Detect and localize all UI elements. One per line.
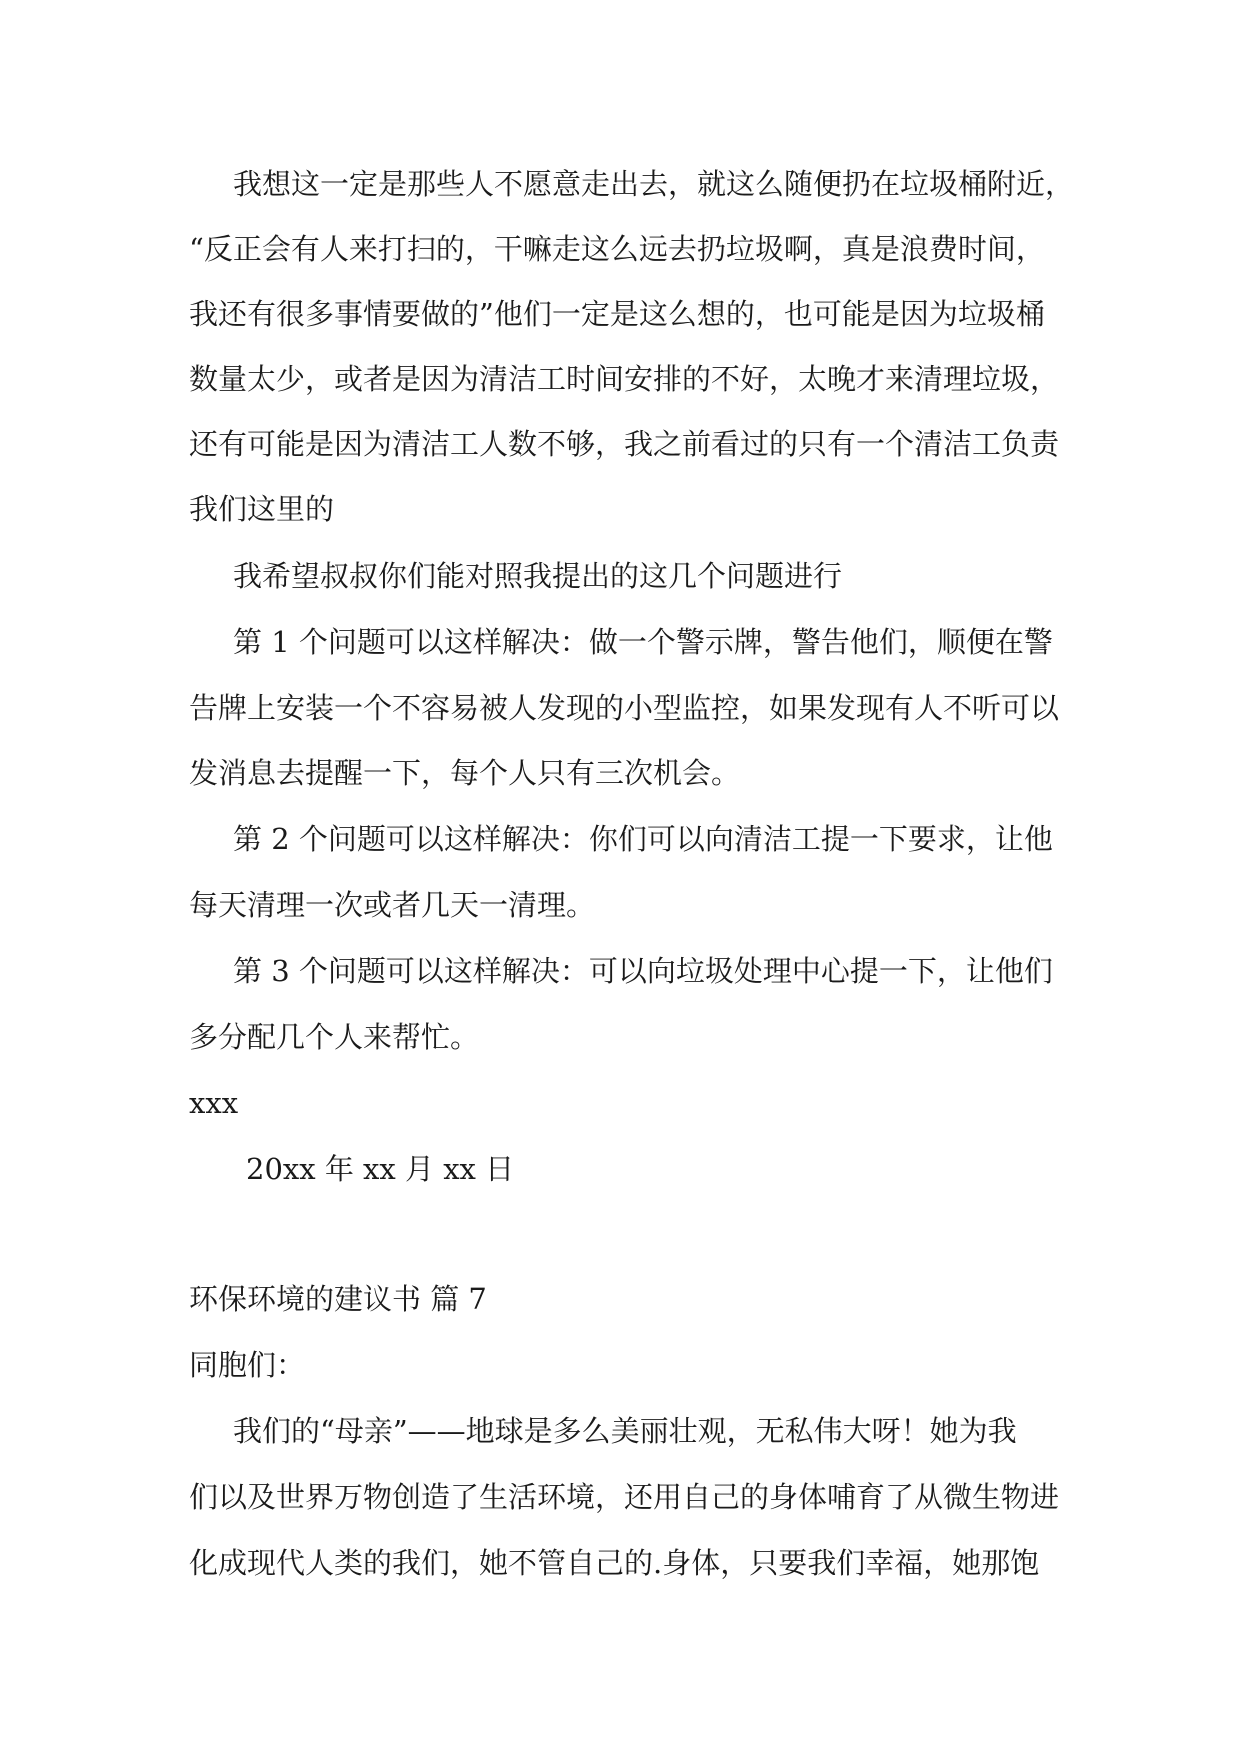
paragraph-line: 告牌上安装一个不容易被人发现的小型监控，如果发现有人不听可以 <box>189 691 1060 725</box>
paragraph-line: 多分配几个人来帮忙。 <box>189 1020 480 1054</box>
paragraph-line: 第 3 个问题可以这样解决：可以向垃圾处理中心提一下，让他们 <box>233 954 1053 988</box>
paragraph-line: 我还有很多事情要做的”他们一定是这么想的，也可能是因为垃圾桶 <box>189 297 1045 331</box>
paragraph-line: 第 1 个问题可以这样解决：做一个警示牌，警告他们，顺便在警 <box>233 625 1053 659</box>
paragraph-line: 发消息去提醒一下，每个人只有三次机会。 <box>189 756 741 790</box>
paragraph-line: 我们这里的 <box>189 492 335 526</box>
paragraph-line: 我们的“母亲”——地球是多么美丽壮观，无私伟大呀！她为我 <box>233 1414 1017 1448</box>
section-title: 环保环境的建议书 篇 7 <box>189 1282 487 1316</box>
paragraph-line: 每天清理一次或者几天一清理。 <box>189 888 596 922</box>
signature-name: xxx <box>189 1086 239 1120</box>
paragraph-line: 们以及世界万物创造了生活环境，还用自己的身体哺育了从微生物进 <box>189 1480 1060 1514</box>
salutation: 同胞们： <box>189 1348 306 1382</box>
paragraph-line: 化成现代人类的我们，她不管自己的.身体，只要我们幸福，她那饱 <box>189 1546 1040 1580</box>
paragraph-line: 数量太少，或者是因为清洁工时间安排的不好，太晚才来清理垃圾， <box>189 362 1060 396</box>
paragraph-line: “反正会有人来打扫的，干嘛走这么远去扔垃圾啊，真是浪费时间， <box>189 232 1045 266</box>
paragraph-line: 我希望叔叔你们能对照我提出的这几个问题进行 <box>233 559 843 593</box>
paragraph-line: 还有可能是因为清洁工人数不够，我之前看过的只有一个清洁工负责 <box>189 427 1060 461</box>
signature-date: 20xx 年 xx 月 xx 日 <box>246 1152 515 1186</box>
paragraph-line: 第 2 个问题可以这样解决：你们可以向清洁工提一下要求，让他 <box>233 822 1053 856</box>
paragraph-line: 我想这一定是那些人不愿意走出去，就这么随便扔在垃圾桶附近， <box>233 167 1075 201</box>
